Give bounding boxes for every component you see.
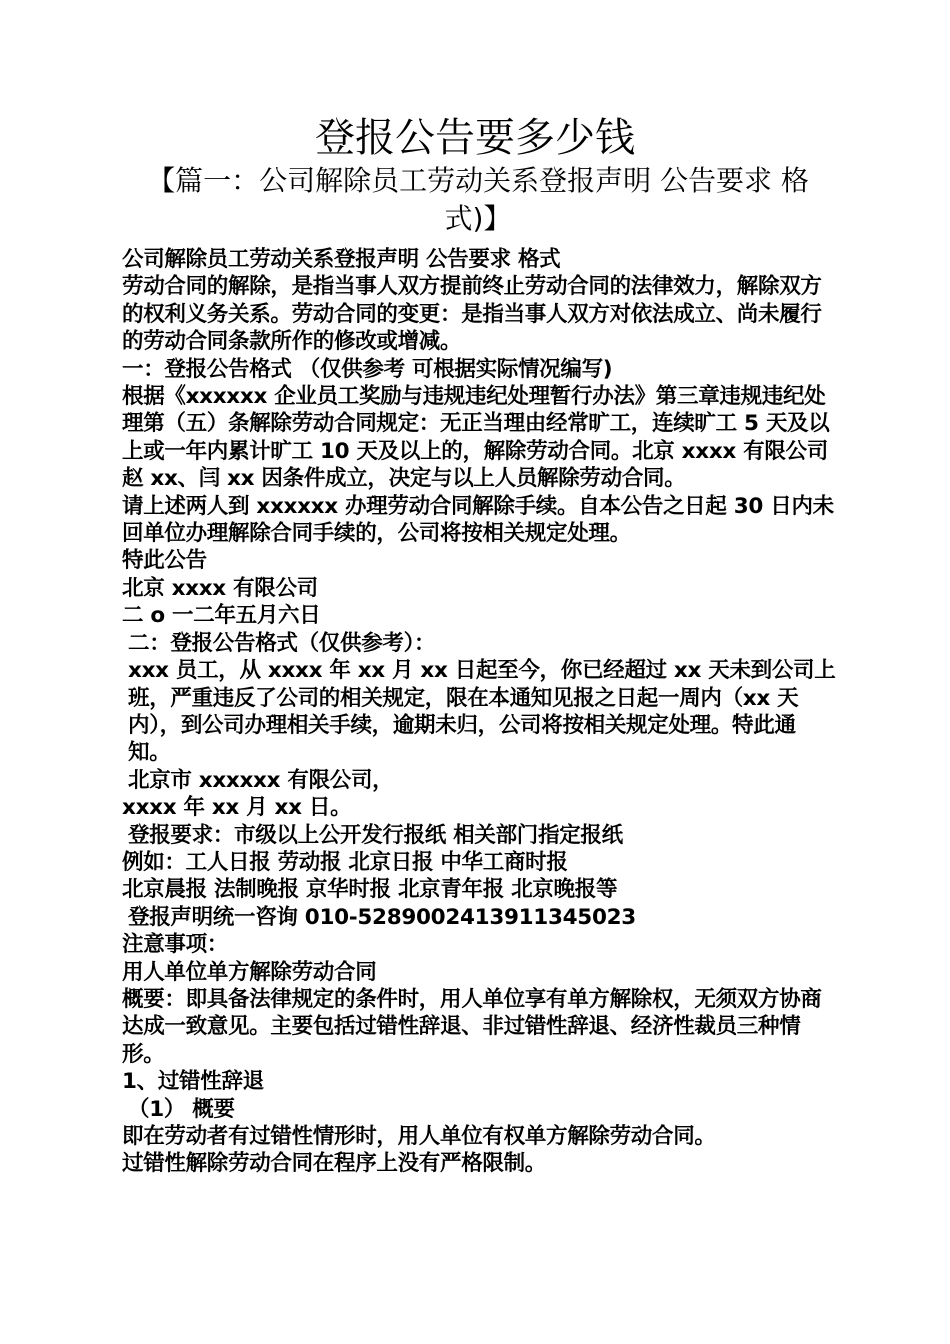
paragraph-fault-procedure: 过错性解除劳动合同在程序上没有严格限制。 <box>122 1151 547 1177</box>
paragraph-company: 北京 xxxx 有限公司 <box>122 575 318 601</box>
paragraph-definition: 劳动合同的解除，是指当事人双方提前终止劳动合同的法律效力，解除双方的权利义务关系。劳动合同的变更：是指当事人双方对依法成立、尚未履行的劳动合同条款所作的修改或增减。 <box>122 274 822 355</box>
document-subtitle: 【篇一：公司解除员工劳动关系登报声明 公告要求 格式)】 <box>147 164 809 235</box>
paragraph-date-two: xxxx 年 xx 月 xx 日。 <box>122 795 352 821</box>
paragraph-special-notice: 特此公告 <box>122 548 207 574</box>
paragraph-publish-requirement: 登报要求：市级以上公开发行报纸 相关部门指定报纸 <box>128 822 623 848</box>
document-body <box>116 246 838 1178</box>
paragraph-summary: 概要：即具备法律规定的条件时，用人单位享有单方解除权，无须双方协商达成一致意见。主要包括过错性辞退、非过错性辞退、经济性裁员三种情形。 <box>122 986 822 1067</box>
paragraph-section-1: 1、过错性辞退 <box>122 1069 264 1095</box>
document-title: 登报公告要多少钱 <box>315 115 635 161</box>
paragraph-date: 二 o 一二年五月六日 <box>122 603 321 629</box>
paragraph-unilateral: 用人单位单方解除劳动合同 <box>122 959 377 985</box>
paragraph-consult: 登报声明统一咨询 010-5289002413911345023 <box>128 904 636 930</box>
paragraph-company-two: 北京市 xxxxxx 有限公司， <box>128 767 394 793</box>
paragraph-format-two-heading: 二：登报公告格式（仅供参考）： <box>128 630 436 656</box>
paragraph-newspaper-list: 例如：工人日报 劳动报 北京日报 中华工商时报 <box>122 849 568 875</box>
paragraph-heading: 公司解除员工劳动关系登报声明 公告要求 格式 <box>122 247 561 272</box>
paragraph-subsection-1: （1） 概要 <box>128 1096 235 1122</box>
paragraph-employee-notice: xxx 员工，从 xxxx 年 xx 月 xx 日起至今，你已经超过 xx 天未到公司上班，严重违反了公司的相关规定，限在本通知见报之日起一周内（xx 天内），到公司办理相关手续，逾期未归，公司将按相关规定处理。特此通知。 <box>128 658 836 766</box>
paragraph-notice: 请上述两人到 xxxxxx 办理劳动合同解除手续。自本公告之日起 30 日内未回单位办理解除合同手续的，公司将按相关规定处理。 <box>122 493 834 547</box>
paragraph-basis: 根据《xxxxxx 企业员工奖励与违规违纪处理暂行办法》第三章违规违纪处理第（五）条解除劳动合同规定：无正当理由经常旷工，连续旷工 5 天及以上或一年内累计旷工 10 天及以上的，解除劳动合同。北京 xxxx 有限公司 赵 xx、闫 xx 因条件成立，决定与以上人员解除劳动合同。 <box>122 384 836 492</box>
paragraph-fault-definition: 即在劳动者有过错性情形时，用人单位有权单方解除劳动合同。 <box>122 1124 716 1149</box>
paragraph-format-one-heading: 一：登报公告格式 （仅供参考 可根据实际情况编写) <box>122 356 613 382</box>
paragraph-newspaper-list-2: 北京晨报 法制晚报 京华时报 北京青年报 北京晚报等 <box>122 877 618 903</box>
paragraph-notes-heading: 注意事项： <box>122 932 229 958</box>
